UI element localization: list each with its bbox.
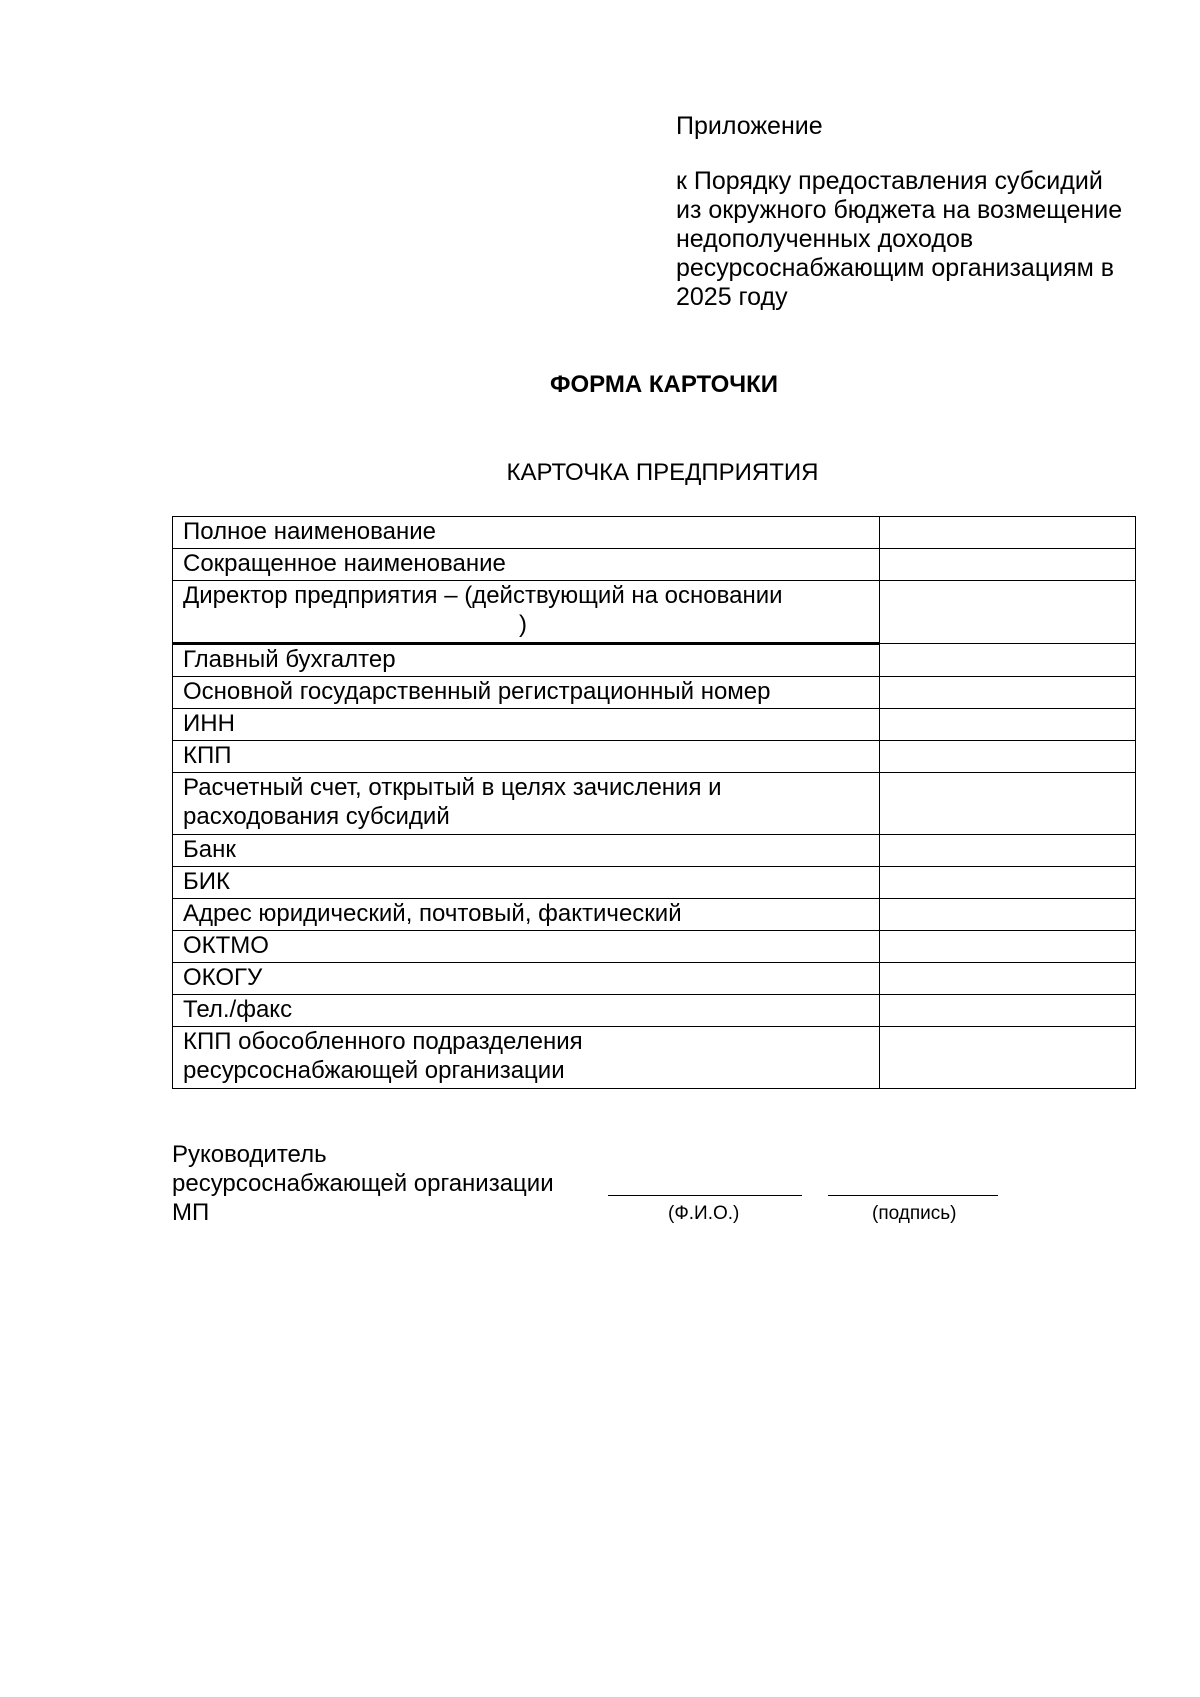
row-label: КПП: [173, 741, 880, 773]
table-row: [173, 581, 1136, 644]
row-value: [880, 931, 1136, 963]
row-value: [880, 899, 1136, 931]
signature-organization: ресурсоснабжающей организации: [172, 1170, 554, 1197]
table-row: [173, 549, 1136, 581]
row-label: ОКОГУ: [173, 963, 880, 995]
row-value: [880, 1027, 1136, 1089]
signature-block: [172, 1140, 1172, 1227]
signature-line-1: [172, 1140, 1172, 1169]
row-label-line: Расчетный счет, открытый в целях зачисления и: [183, 774, 722, 801]
table-row: [173, 517, 1136, 549]
row-label-line: КПП обособленного подразделения: [183, 1028, 583, 1055]
row-value: [880, 995, 1136, 1027]
appendix-text-line: к Порядку предоставления субсидий: [676, 167, 1103, 195]
row-label: Банк: [173, 835, 880, 867]
table-row: [173, 741, 1136, 773]
row-value: [880, 867, 1136, 899]
row-label-director: [173, 581, 880, 644]
table-row: [173, 995, 1136, 1027]
row-value: [880, 773, 1136, 835]
row-value: [880, 741, 1136, 773]
row-label: Адрес юридический, почтовый, фактический: [173, 899, 880, 931]
row-label-multiline: [173, 773, 880, 835]
row-label-multiline: [173, 1027, 880, 1089]
row-value: [880, 517, 1136, 549]
fio-blank-line: [608, 1195, 802, 1196]
table-row: [173, 1027, 1136, 1089]
table-row: [173, 773, 1136, 835]
row-value: [880, 835, 1136, 867]
row-value: [880, 644, 1136, 677]
row-label: БИК: [173, 867, 880, 899]
table-row: [173, 644, 1136, 677]
signature-line-2: [172, 1169, 1172, 1198]
row-label: Основной государственный регистрационный номер: [173, 677, 880, 709]
table-row: [173, 931, 1136, 963]
row-label: Главный бухгалтер: [173, 644, 880, 677]
appendix-text-line: недополученных доходов: [676, 225, 974, 253]
row-label-line: расходования субсидий: [183, 803, 450, 830]
row-value: [880, 677, 1136, 709]
signature-blank-line: [828, 1195, 998, 1196]
stamp-placeholder: МП: [172, 1199, 210, 1226]
enterprise-card-table: [172, 516, 1136, 1089]
table-row: [173, 963, 1136, 995]
row-label: ОКТМО: [173, 931, 880, 963]
row-value: [880, 963, 1136, 995]
row-label-line: Директор предприятия – (действующий на основании: [183, 582, 783, 609]
row-label: Полное наименование: [173, 517, 880, 549]
appendix-text-line: ресурсоснабжающим организациям в: [676, 254, 1115, 282]
form-title: ФОРМА КАРТОЧКИ: [550, 371, 778, 398]
fio-caption: (Ф.И.О.): [668, 1203, 740, 1224]
row-value: [880, 709, 1136, 741]
row-value: [880, 549, 1136, 581]
table-row: [173, 677, 1136, 709]
row-label: Тел./факс: [173, 995, 880, 1027]
card-title: КАРТОЧКА ПРЕДПРИЯТИЯ: [506, 459, 819, 486]
table-row: [173, 867, 1136, 899]
row-label-line: ресурсоснабжающей организации: [183, 1057, 565, 1084]
appendix-label: Приложение: [676, 112, 823, 140]
row-label-line: ): [519, 611, 527, 638]
row-value: [880, 581, 1136, 644]
appendix-text-line: 2025 году: [676, 283, 788, 311]
signature-caption: (подпись): [872, 1203, 957, 1224]
table-row: [173, 709, 1136, 741]
table-row: [173, 899, 1136, 931]
appendix-text-line: из окружного бюджета на возмещение: [676, 196, 1123, 224]
table-row: [173, 835, 1136, 867]
appendix-text: [676, 167, 1176, 312]
signature-line-3: [172, 1198, 1172, 1227]
appendix-block: [676, 112, 1176, 312]
signature-role: Руководитель: [172, 1141, 327, 1168]
row-label: ИНН: [173, 709, 880, 741]
row-label: Сокращенное наименование: [173, 549, 880, 581]
